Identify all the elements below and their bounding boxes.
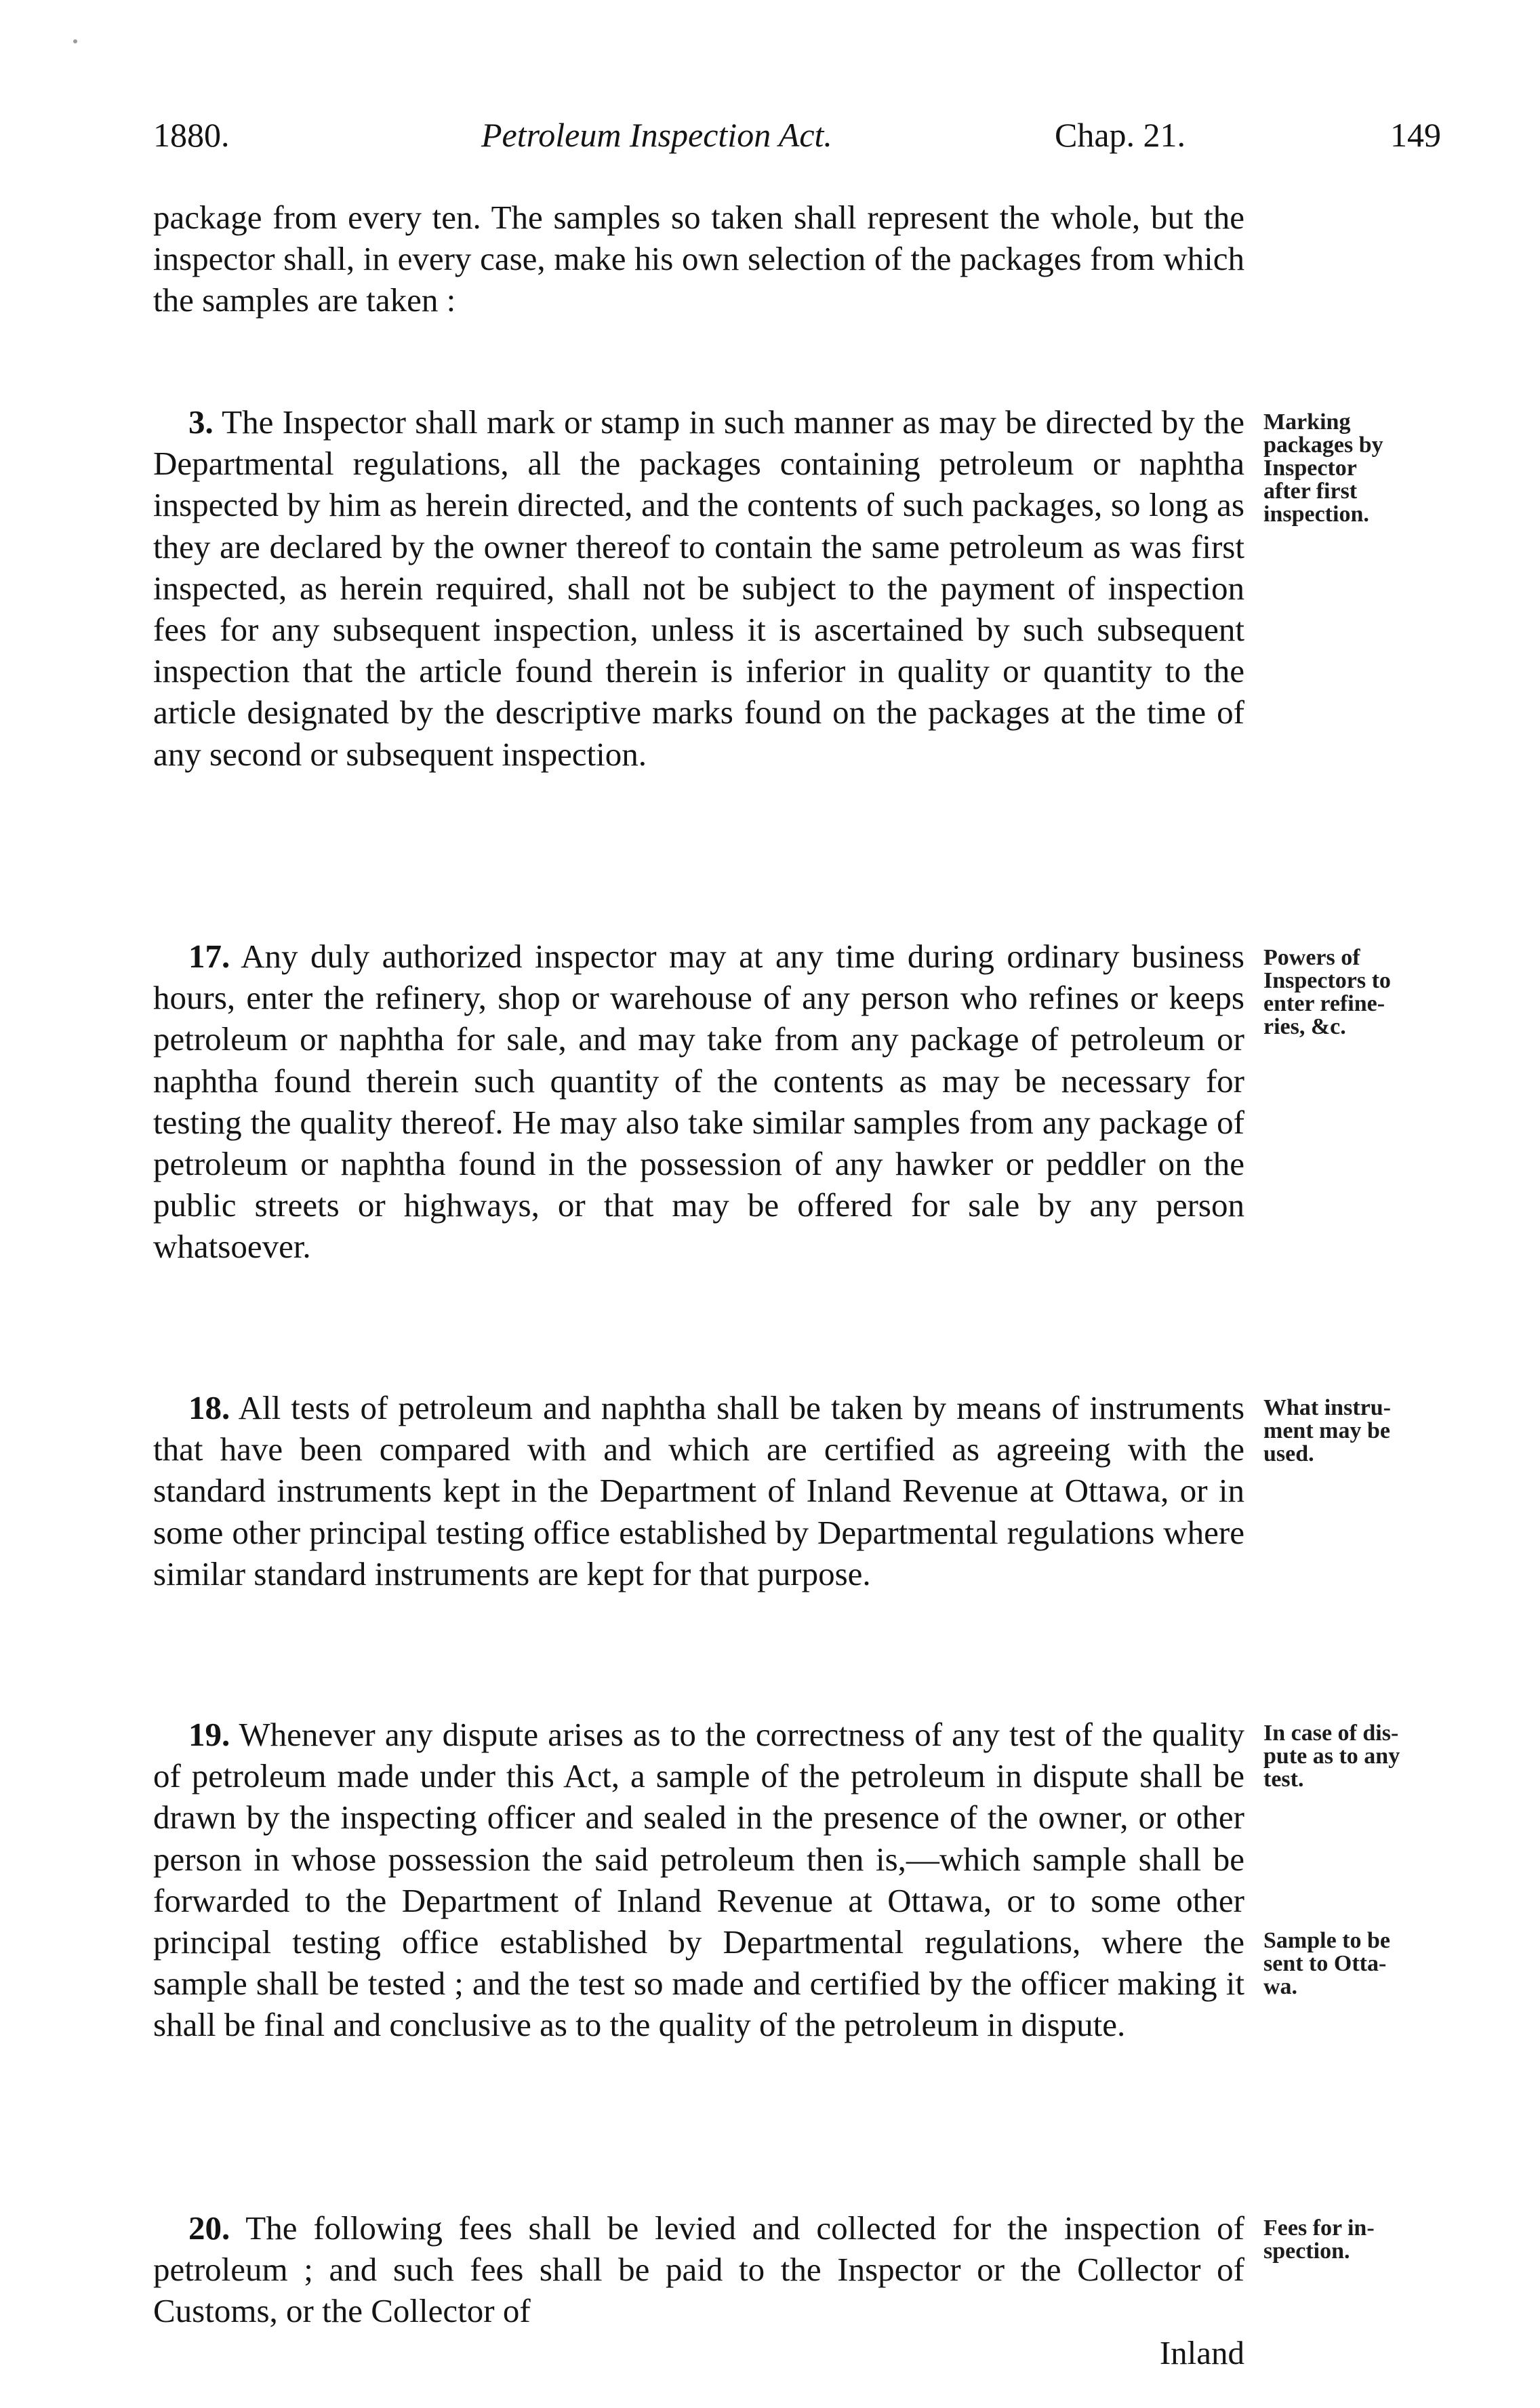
- marginal-note-line: ment may be: [1263, 1418, 1390, 1443]
- scan-speck: [73, 39, 77, 43]
- section-number: 18.: [188, 1389, 230, 1426]
- section-number: 20.: [188, 2209, 230, 2247]
- section-19: [153, 1714, 1244, 2046]
- section-18: [153, 1387, 1244, 1594]
- page-number: 149: [1390, 116, 1441, 154]
- marginal-note-powers: [1263, 946, 1467, 1039]
- header-title: Petroleum Inspection Act.: [481, 116, 832, 154]
- paragraph-text: The following fees shall be levied and collected for the inspection of petroleum ; and such fees shall be paid to the Inspector or the Collector of Customs, or the Collector of: [153, 2209, 1244, 2330]
- header-year: 1880.: [153, 116, 230, 154]
- paragraph-text: All tests of petroleum and naphtha shall be taken by means of instruments that have been compared with and which are certified as agreeing with the standard instruments kept in the Department of Inland Revenue at Ottawa, or in some other principal testing office established by Departmental regulations where similar standard instruments are kept for that purpose.: [153, 1389, 1245, 1592]
- marginal-note-dispute: [1263, 1722, 1467, 1791]
- paragraph-continuation: [153, 197, 1244, 321]
- marginal-note-line: enter refine-: [1263, 991, 1385, 1016]
- marginal-note-line: packages by: [1263, 433, 1383, 458]
- marginal-note-line: In case of dis-: [1263, 1721, 1399, 1746]
- marginal-note-line: ries, &c.: [1263, 1014, 1346, 1039]
- marginal-note-line: spection.: [1263, 2239, 1350, 2264]
- paragraph-text: The Inspector shall mark or stamp in such manner as may be directed by the Departmental regulations, all the packages containing petroleum or naphtha inspected by him as herein directed, and the contents of such packages, so long as they are declared by the owner thereof to contain the same petroleum as was first inspected, as herein required, shall not be subject to the payment of inspection fees for any subsequent inspection, unless it is ascertained by such subsequent inspection that the article found therein is inferior in quality or quantity to the article designated by the descriptive marks found on the packages at the time of any second or subsequent inspection.: [153, 403, 1244, 773]
- paragraph: [153, 936, 1244, 1268]
- running-header: [153, 115, 1441, 163]
- marginal-note-line: used.: [1263, 1441, 1314, 1466]
- paragraph-text: Any duly authorized inspector may at any time during ordinary business hours, enter the refinery, shop or warehouse of any person who refines or keeps petroleum or naphtha for sale, and may take from any package of petroleum or naphtha found therein such quantity of the contents as may be necessary for testing the quality thereof. He may also take similar samples from any package of petroleum or naphtha found in the possession of any hawker or peddler on the public streets or highways, or that may be offered for sale by any person whatsoever.: [153, 938, 1244, 1266]
- section-17: [153, 936, 1244, 1268]
- paragraph: [153, 1387, 1244, 1594]
- marginal-note-line: after first: [1263, 479, 1358, 504]
- marginal-note-line: Inspector: [1263, 456, 1357, 481]
- marginal-note-line: Powers of: [1263, 945, 1360, 970]
- section-number: 19.: [188, 1716, 230, 1753]
- paragraph: [153, 2207, 1244, 2332]
- marginal-note-marking: [1263, 411, 1467, 526]
- marginal-note-line: inspection.: [1263, 502, 1369, 527]
- marginal-note-instruments: [1263, 1397, 1467, 1466]
- marginal-note-line: test.: [1263, 1767, 1304, 1792]
- section-number: 17.: [188, 938, 230, 975]
- marginal-note-line: Sample to be: [1263, 1928, 1390, 1953]
- marginal-note-line: Marking: [1263, 409, 1351, 435]
- subsection-3: [153, 401, 1244, 775]
- marginal-note-line: wa.: [1263, 1974, 1298, 1999]
- subsection-number: 3.: [188, 403, 214, 441]
- paragraph: [153, 401, 1244, 775]
- paragraph: [153, 1714, 1244, 2046]
- paragraph-text: Whenever any dispute arises as to the correctness of any test of the quality of petroleum made under this Act, a sample of the petroleum in dispute shall be drawn by the inspecting officer and sealed in the presence of the owner, or other person in whose possession the said petroleum then is,—which sample shall be forwarded to the Department of Inland Revenue at Ottawa, or to some other principal testing office established by Departmental regulations, where the sample shall be tested ; and the test so made and certified by the officer making it shall be final and conclusive as to the quality of the petroleum in dispute.: [153, 1716, 1244, 2044]
- marginal-note-line: Inspectors to: [1263, 968, 1391, 993]
- catchword: Inland: [1159, 2333, 1244, 2371]
- marginal-note-line: pute as to any: [1263, 1744, 1400, 1769]
- marginal-note-sample: [1263, 1929, 1467, 1999]
- marginal-note-line: sent to Otta-: [1263, 1951, 1387, 1976]
- paragraph-text: package from every ten. The samples so taken shall represent the whole, but the inspector shall, in every case, make his own selection of the packages from which the samples are taken :: [153, 199, 1244, 319]
- section-20: [153, 2207, 1244, 2373]
- marginal-note-fees: [1263, 2217, 1467, 2263]
- marginal-note-line: What instru-: [1263, 1395, 1391, 1420]
- header-chapter: Chap. 21.: [1055, 116, 1186, 154]
- marginal-note-line: Fees for in-: [1263, 2215, 1375, 2241]
